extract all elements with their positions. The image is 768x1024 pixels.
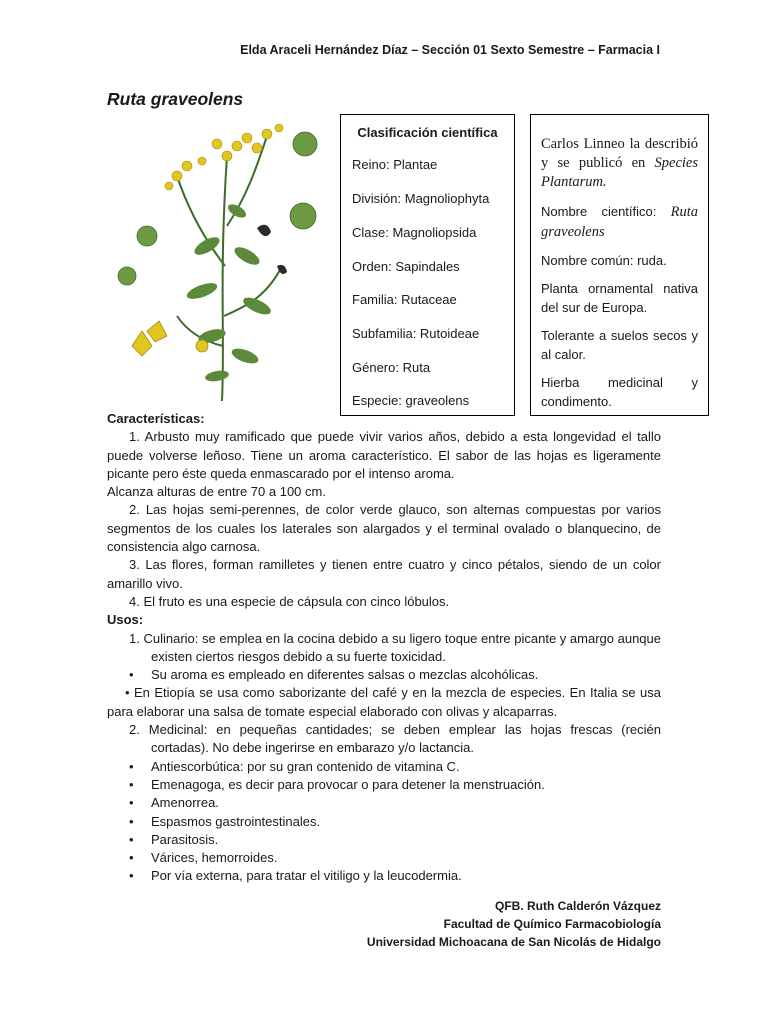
footer (367, 897, 661, 951)
uso-1: 1. Culinario: se emplea en la cocina debido a su ligero toque entre picante y amargo aunque existen ciertos riesgos debido a su fuerte toxicidad. (129, 630, 661, 664)
classification-orden: Orden: Sapindales (352, 259, 460, 274)
classification-especie: Especie: graveolens (352, 393, 470, 408)
medicinal-bullet: • Parasitosis. (107, 831, 661, 849)
uso-bullet: • Su aroma es empleado en diferentes salsas o mezclas alcohólicas. (107, 666, 661, 684)
linneo-text: Carlos Linneo la describió y se publicó en Species Plantarum. (541, 136, 698, 190)
footer-faculty: Facultad de Químico Farmacobiología (443, 917, 661, 931)
uso-2: 2. Medicinal: en pequeñas cantidades; se deben emplear las hojas frescas (recién cortadas). No debe ingerirse en embarazo y/o lactancia. (129, 722, 661, 756)
classification-box (340, 114, 515, 416)
usos-heading: Usos: (107, 612, 144, 628)
plant-illustration (107, 116, 327, 406)
main-text (107, 410, 661, 886)
medicinal-bullet: • Espasmos gastrointestinales. (107, 813, 661, 831)
medicinal-bullet: • Emenagoga, es decir para provocar o para detener la menstruación. (107, 776, 661, 794)
medicinal-bullet: • Várices, hemorroides. (107, 849, 661, 867)
medicinal-bullet: • Antiescorbútica: por su gran contenido de vitamina C. (107, 758, 661, 776)
caracteristica-4: 4. El fruto es una especie de cápsula con cinco lóbulos. (129, 593, 450, 609)
classification-clase: Clase: Magnoliopsida (352, 225, 477, 240)
classification-division: División: Magnoliophyta (352, 191, 490, 206)
classification-subfamilia: Subfamilia: Rutoideae (352, 326, 480, 341)
scientific-name: Nombre científico: Ruta graveolens (541, 204, 698, 240)
footer-university: Universidad Michoacana de San Nicolás de Hidalgo (366, 935, 661, 949)
caracteristica-3: 3. Las flores, forman ramilletes y tienen entre cuatro y cinco pétalos, siendo de un color amarillo vivo. (107, 557, 661, 591)
uso-bullet: • En Etiopía se usa como saborizante del café y en la mezcla de especies. En Italia se usa para elaborar una salsa de tomate especial elaborado con olivas y alcaparras. (107, 685, 661, 719)
page-title: Ruta graveolens (107, 89, 244, 109)
classification-familia: Familia: Rutaceae (352, 292, 457, 307)
medicinal-bullet: • Por vía externa, para tratar el vitiligo y la leucodermia. (107, 867, 661, 885)
common-name: Nombre común: ruda. (541, 253, 667, 268)
tolerant-text: Tolerante a suelos secos y al calor. (541, 328, 698, 362)
footer-author: QFB. Ruth Calderón Vázquez (494, 899, 661, 913)
page-header: Elda Araceli Hernández Díaz – Sección 01 Sexto Semestre – Farmacia I (240, 43, 660, 57)
classification-heading: Clasificación científica (357, 125, 498, 140)
herb-text: Hierba medicinal y condimento. (541, 375, 698, 409)
medicinal-bullet: • Amenorrea. (107, 794, 661, 812)
caracteristica-1: 1. Arbusto muy ramificado que puede vivir varios años, debido a esta longevidad el tallo puede volverse leñoso. Tiene un aroma característico. El sabor de las hojas es ligeramente picante pero éste queda enmascarado por el intenso aroma. (107, 429, 661, 481)
caracteristica-2: 2. Las hojas semi-perennes, de color verde glauco, son alternas compuestas por varios segmentos de los cuales los laterales son alargados y el terminal ovalado o blanquecino, de consistencia algo carnosa. (107, 502, 661, 555)
caracteristica-1b: Alcanza alturas de entre 70 a 100 cm. (107, 484, 326, 500)
classification-reino: Reino: Plantae (352, 157, 438, 172)
native-text: Planta ornamental nativa del sur de Europa. (541, 281, 698, 315)
info-box (530, 114, 709, 416)
caracteristicas-heading: Características: (107, 411, 205, 426)
classification-genero: Género: Ruta (352, 360, 431, 375)
